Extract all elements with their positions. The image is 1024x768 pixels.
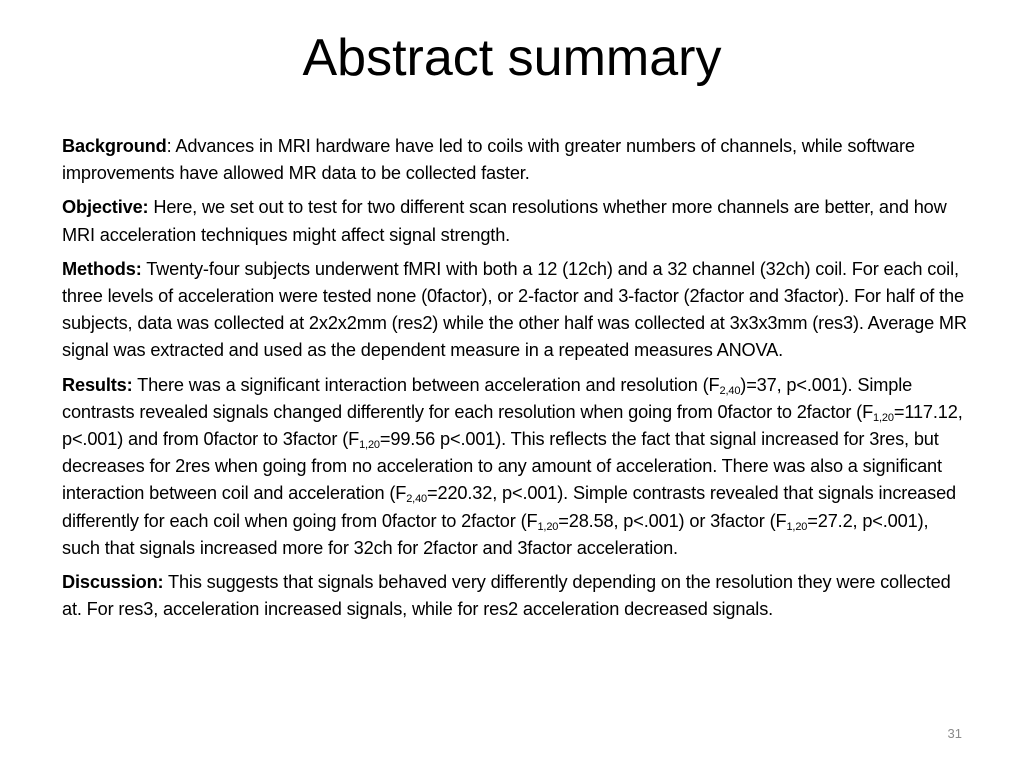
results-text-4: =99.56 p<.001). This reflects the fact that signal increased for 3res, but decreases for 2res when going from no acceleration to any amount of acceleration. There was also a significant interaction between coil and acceleration (F bbox=[62, 429, 942, 504]
objective-label: Objective: bbox=[62, 197, 149, 218]
slide-number: 31 bbox=[947, 726, 962, 741]
results-subscript-6: 1,20 bbox=[786, 520, 808, 533]
discussion-text: This suggests that signals behaved very differently depending on the resolution they were collected at. For res3, acceleration increased signals, while for res2 acceleration decreased signals. bbox=[62, 572, 951, 620]
results-text-1: There was a significant interaction between acceleration and resolution (F bbox=[132, 374, 720, 395]
results-text-3: =117.12, p<.001) and from 0factor to 3factor (F bbox=[62, 401, 963, 450]
results-subscript-4: 2,40 bbox=[406, 493, 428, 506]
methods-label: Methods: bbox=[62, 258, 142, 279]
methods-text: Twenty-four subjects underwent fMRI with both a 12 (12ch) and a 32 channel (32ch) coil. For each coil, three levels of acceleration were tested none (0factor), or 2-factor and 3-factor (2factor and 3factor). For half of the subjects, data was collected at 2x2x2mm (res2) while the other half was collected at 3x3x3mm (res3). Average MR signal was extracted and used as the dependent measure in a repeated measures ANOVA. bbox=[62, 258, 967, 361]
results-subscript-5: 1,20 bbox=[537, 520, 559, 533]
results-subscript-1: 2,40 bbox=[719, 384, 741, 397]
methods-paragraph bbox=[62, 256, 967, 365]
results-paragraph bbox=[62, 372, 967, 562]
results-text-2: )=37, p<.001). Simple contrasts revealed signals changed differently for each resolution when going from 0factor to 2factor (F bbox=[62, 374, 913, 422]
background-paragraph bbox=[62, 133, 967, 187]
discussion-paragraph bbox=[62, 569, 967, 623]
results-text-7: =27.2, p<.001), such that signals increased more for 32ch for 2factor and 3factor acceleration. bbox=[62, 510, 929, 558]
discussion-label: Discussion: bbox=[62, 572, 164, 593]
objective-paragraph bbox=[62, 194, 967, 248]
results-label: Results: bbox=[62, 374, 133, 395]
results-subscript-3: 1,20 bbox=[359, 439, 380, 452]
objective-text: Here, we set out to test for two different scan resolutions whether more channels are better, and how MRI acceleration techniques might affect signal strength. bbox=[62, 197, 947, 245]
results-text-6: =28.58, p<.001) or 3factor (F bbox=[558, 510, 787, 531]
results-text-5: =220.32, p<.001). Simple contrasts revealed that signals increased differently for each coil when going from 0factor to 2factor (F bbox=[62, 483, 957, 531]
background-text: : Advances in MRI hardware have led to coils with greater numbers of channels, while software improvements have allowed MR data to be collected faster. bbox=[62, 136, 915, 184]
slide-title: Abstract summary bbox=[302, 29, 722, 87]
background-label: Background bbox=[62, 136, 167, 156]
abstract-body bbox=[62, 133, 967, 630]
results-subscript-2: 1,20 bbox=[873, 411, 894, 424]
